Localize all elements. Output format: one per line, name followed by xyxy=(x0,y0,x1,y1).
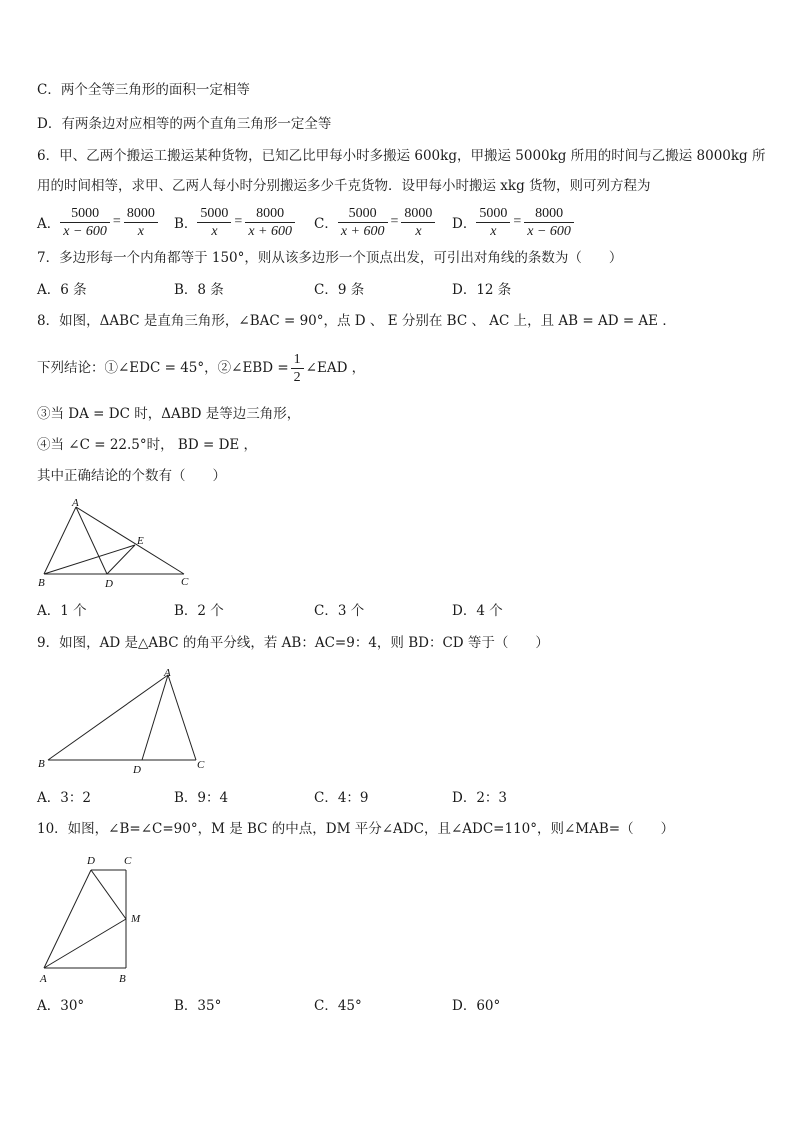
equals-sign: = xyxy=(513,214,522,229)
label-b: B xyxy=(119,973,126,985)
q8-option-d: D．4 个 xyxy=(452,603,503,619)
segment-ac xyxy=(76,507,184,574)
fraction: $\frac{8000}{x}$ xyxy=(124,205,158,240)
fraction: $\frac{8000}{x - 600}$ xyxy=(524,205,574,240)
fraction: $\frac{5000}{x + 600}$ xyxy=(338,205,388,240)
q10-option-d: D．60° xyxy=(452,998,501,1014)
q8-option-b: B．2 个 xyxy=(174,603,224,619)
q8-prompt: 其中正确结论的个数有（ ） xyxy=(37,468,226,484)
q9-option-c: C．4：9 xyxy=(314,790,369,806)
q8-conclusion-4: ④当 ∠C = 22.5°时， BD = DE ， xyxy=(37,437,258,453)
question-6-line2: 用的时间相等，求甲、乙两人每小时分别搬运多少千克货物．设甲每小时搬运 xkg 货物，则可列方程为 xyxy=(37,178,651,194)
q6-option-c: C． $\frac{5000}{x + 600}$ = $\frac{8000}{x}$ xyxy=(314,200,435,244)
option-c-q5: C．两个全等三角形的面积一定相等 xyxy=(37,82,250,98)
figure-q10 xyxy=(34,850,164,990)
equals-sign: = xyxy=(112,214,121,229)
label-a: A xyxy=(164,667,171,679)
q7-option-d: D．12 条 xyxy=(452,282,512,298)
q6-option-d: D． $\frac{5000}{x}$ = $\frac{8000}{x - 600}$ xyxy=(452,200,574,244)
label-d: D xyxy=(133,764,141,776)
q9-option-d: D．2：3 xyxy=(452,790,508,806)
segment-ac xyxy=(168,675,196,760)
label-a: A xyxy=(40,973,47,985)
label-d: D xyxy=(105,578,113,590)
q10-option-a: A．30° xyxy=(37,998,85,1014)
fraction: $\frac{8000}{x}$ xyxy=(401,205,435,240)
label-b: B xyxy=(38,577,45,589)
label-m: M xyxy=(131,913,141,925)
q7-option-b: B．8 条 xyxy=(174,282,224,298)
question-7: 7．多边形每一个内角都等于 150°，则从该多边形一个顶点出发，可引出对角线的条数为（ ） xyxy=(37,250,623,266)
option-d-q5: D．有两条边对应相等的两个直角三角形一定全等 xyxy=(37,116,332,132)
q8-option-c: C．3 个 xyxy=(314,603,365,619)
q10-option-c: C．45° xyxy=(314,998,362,1014)
fraction: $\frac{5000}{x - 600}$ xyxy=(60,205,110,240)
question-6-line1: 6．甲、乙两个搬运工搬运某种货物，已知乙比甲每小时多搬运 600kg，甲搬运 5000kg 所用的时间与乙搬运 8000kg 所 xyxy=(37,148,766,164)
question-9: 9．如图，AD 是△ABC 的角平分线，若 AB：AC=9：4，则 BD：CD 等于（ ） xyxy=(37,635,549,651)
label-c: C xyxy=(181,576,189,588)
equals-sign: = xyxy=(234,214,243,229)
question-10: 10．如图，∠B=∠C=90°，M 是 BC 的中点，DM 平分∠ADC，且∠ADC=110°，则∠MAB=（ ） xyxy=(37,821,675,837)
segment-ad xyxy=(44,870,91,968)
equals-sign: = xyxy=(390,214,399,229)
label-d: D xyxy=(87,855,95,867)
figure-q8 xyxy=(36,498,196,593)
segment-ab xyxy=(48,675,168,760)
segment-dm xyxy=(91,870,126,919)
figure-q9 xyxy=(34,665,214,780)
segment-ab xyxy=(44,507,76,574)
label-a: A xyxy=(72,498,79,509)
q7-option-c: C．9 条 xyxy=(314,282,365,298)
question-8: 8．如图，ΔABC 是直角三角形，∠BAC = 90°，点 D 、 E 分别在 BC 、 AC 上，且 AB = AD = AE ． xyxy=(37,313,676,329)
q10-option-b: B．35° xyxy=(174,998,222,1014)
fraction: $\frac{5000}{x}$ xyxy=(476,205,510,240)
q7-option-a: A．6 条 xyxy=(37,282,87,298)
q8-conclusions-1-2: 下列结论：①∠EDC = 45°，②∠EBD = $\frac{1}{2}$ ∠EAD ， xyxy=(37,351,366,385)
one-half-fraction: $\frac{1}{2}$ xyxy=(291,351,304,386)
q9-option-b: B．9：4 xyxy=(174,790,229,806)
q6-option-b: B． $\frac{5000}{x}$ = $\frac{8000}{x + 600}$ xyxy=(174,200,295,244)
q8-option-a: A．1 个 xyxy=(37,603,87,619)
label-c: C xyxy=(124,855,132,867)
fraction: $\frac{5000}{x}$ xyxy=(197,205,231,240)
q9-option-a: A．3：2 xyxy=(37,790,91,806)
q8-conclusion-3: ③当 DA = DC 时，ΔABD 是等边三角形， xyxy=(37,406,301,422)
q6-option-a: A． $\frac{5000}{x - 600}$ = $\frac{8000}{x}$ xyxy=(37,200,158,244)
label-c: C xyxy=(197,759,205,771)
label-b: B xyxy=(38,758,45,770)
label-e: E xyxy=(137,535,144,547)
fraction: $\frac{8000}{x + 600}$ xyxy=(245,205,295,240)
segment-ad xyxy=(142,675,168,760)
